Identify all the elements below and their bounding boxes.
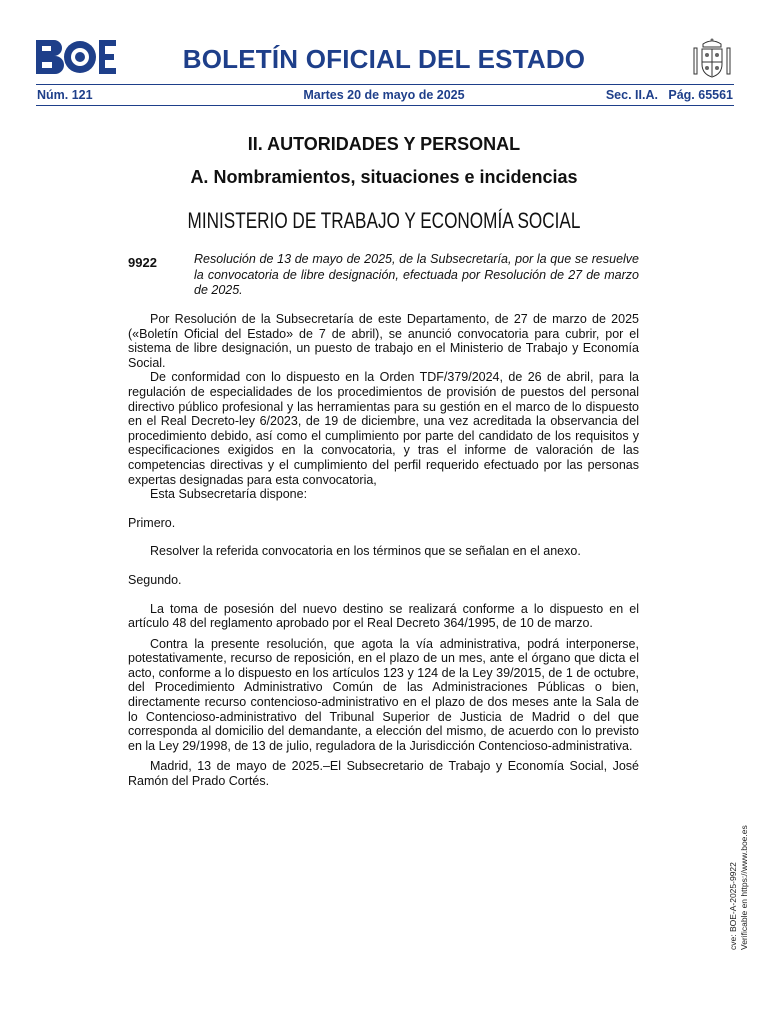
resolution-number: 9922 xyxy=(128,255,157,270)
issue-date: Martes 20 de mayo de 2025 xyxy=(303,88,465,102)
paragraph: Contra la presente resolución, que agota la vía administrativa, podrá interponerse, potestativamente, recurso de reposición, en el plazo de un mes, ante el órgano que dicta el acto, conforme a lo dispuesto en los artículos 123 y 124 de la Ley 39/2015, de 1 de octubre, del Procedimiento Administrativo Común de las Administraciones Públicas o bien, directamente recurso contencioso-administrativo en el plazo de dos meses ante la Sala de lo Contencioso-administrativo del Tribunal Superior de Justicia de Madrid o del que corresponda al domicilio del demandante, a elección del mismo, de acuerdo con lo previsto en la Ley 29/1998, de 13 de julio, reguladora de la Jurisdicción Contencioso-administrativa. xyxy=(128,636,639,753)
article-heading: Segundo. xyxy=(128,572,182,587)
masthead-title: BOLETÍN OFICIAL DEL ESTADO xyxy=(182,44,586,74)
section-page: Sec. II.A. Pág. 65561 xyxy=(605,88,733,102)
paragraph: Resolver la referida convocatoria en los términos que se señalan en el anexo. xyxy=(150,544,581,559)
verification-link[interactable]: Verificable en https://www.boe.es xyxy=(739,825,749,950)
paragraph: La toma de posesión del nuevo destino se realizará conforme a lo dispuesto en el artículo 48 del reglamento aprobado por el Real Decreto 364/1995, de 10 de marzo. xyxy=(128,601,639,631)
signature-paragraph: Madrid, 13 de mayo de 2025.–El Subsecretario de Trabajo y Economía Social, José Ramón del Prado Cortés. xyxy=(128,759,639,789)
header-rule-top xyxy=(36,84,734,85)
header-rule-bottom xyxy=(36,105,734,106)
paragraph: Esta Subsecretaría dispone: xyxy=(150,487,308,502)
section-title: II. AUTORIDADES Y PERSONAL xyxy=(247,134,521,154)
verification-note xyxy=(728,750,750,950)
resolution-title: Resolución de 13 de mayo de 2025, de la Subsecretaría, por la que se resuelve la convocatoria de libre designación, efectuada por Resolución de 27 de marzo de 2025. xyxy=(194,252,639,297)
issue-number: Núm. 121 xyxy=(37,88,93,102)
coat-of-arms-icon xyxy=(690,36,734,80)
section-subtitle: A. Nombramientos, situaciones e incidencias xyxy=(190,167,578,187)
article-heading: Primero. xyxy=(128,515,176,530)
cve-code: cve: BOE-A-2025-9922 xyxy=(728,862,738,950)
paragraph: De conformidad con lo dispuesto en la Orden TDF/379/2024, de 26 de abril, para la regulación de especialidades de los procedimientos de provisión de puestos del personal directivo público profesional y las herramientas para su gestión en el marco de lo dispuesto en el Real Decreto-ley 6/2023, de 19 de diciembre, una vez acreditada la observancia del procedimiento debido, así como el cumplimiento por parte del candidato de los requisitos y especificaciones exigidos en la convocatoria, y tras el informe de valoración de las competencias directivas y el cumplimiento del perfil requerido efectuado por las personas expertas designadas para esta convocatoria, xyxy=(128,370,639,487)
document-body xyxy=(128,312,639,789)
paragraph: Por Resolución de la Subsecretaría de este Departamento, de 27 de marzo de 2025 («Boletín Oficial del Estado» de 7 de abril), se anunció convocatoria para cubrir, por el sistema de libre designación, un puesto de trabajo en el Ministerio de Trabajo y Economía Social. xyxy=(128,312,639,370)
ministry-title: MINISTERIO DE TRABAJO Y ECONOMÍA SOCIAL xyxy=(187,208,581,233)
